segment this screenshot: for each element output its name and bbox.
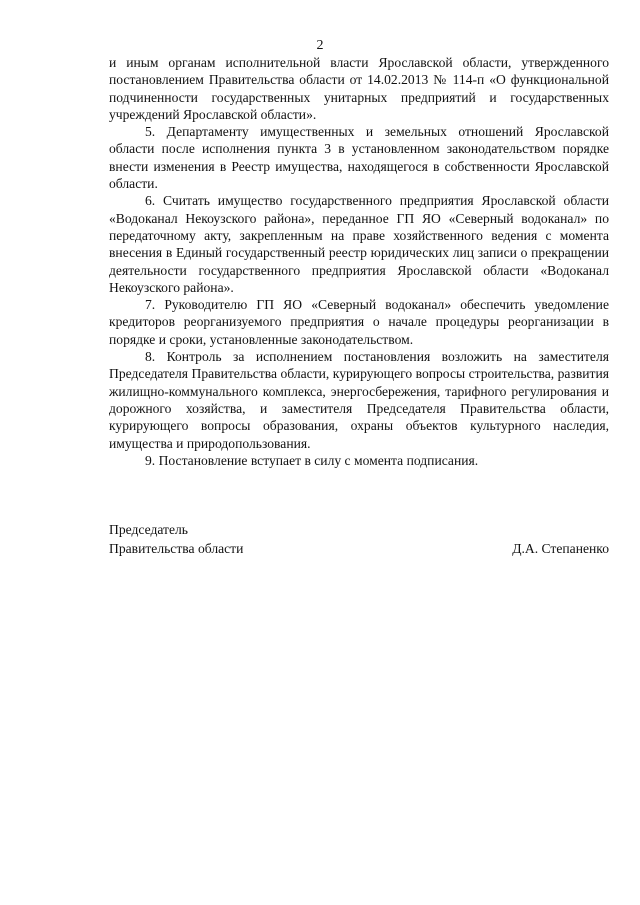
- signatory-title-line2: Правительства области: [109, 541, 244, 556]
- page-number: 2: [316, 38, 324, 53]
- signatory-title-line1: Председатель: [109, 522, 188, 537]
- paragraph-item-6: 6. Считать имущество государственного предприятия Ярославской области «Водоканал Некоузского района», переданное ГП ЯО «Северный водоканал» по передаточному акту, закрепленным на праве хозяйственного ведения с момента внесения в Единый государственный реестр юридических лиц записи о прекращении деятельности государственного предприятия Ярославской области «Водоканал Некоузского района».: [109, 193, 609, 295]
- document-body: [109, 54, 609, 469]
- paragraph-item-5: 5. Департаменту имущественных и земельных отношений Ярославской области после исполнения пункта 3 в установленном законодательством порядке внести изменения в Реестр имущества, находящегося в собственности Ярославской области.: [109, 124, 609, 192]
- paragraph-item-8: 8. Контроль за исполнением постановления возложить на заместителя Председателя Правительства области, курирующего вопросы строительства, развития жилищно-коммунального комплекса, энергосбережения, тарифного регулирования и дорожного хозяйства, и заместителя Председателя Правительства области, курирующего вопросы образования, охраны объектов культурного наследия, имущества и природопользования.: [109, 349, 609, 451]
- signatory-name: Д.А. Степаненко: [512, 541, 609, 556]
- signature-block: [109, 520, 609, 558]
- paragraph-item-9: 9. Постановление вступает в силу с момента подписания.: [145, 452, 479, 468]
- paragraph-continuation: и иным органам исполнительной власти Ярославской области, утвержденного постановлением Правительства области от 14.02.2013 № 114-п «О функциональной подчиненности государственных унитарных предприятий и государственных учреждений Ярославской области».: [109, 55, 609, 122]
- paragraph-item-7: 7. Руководителю ГП ЯО «Северный водоканал» обеспечить уведомление кредиторов реорганизуемого предприятия о начале процедуры реорганизации в порядке и сроки, установленные законодательством.: [109, 297, 609, 347]
- signature-row: [109, 539, 609, 558]
